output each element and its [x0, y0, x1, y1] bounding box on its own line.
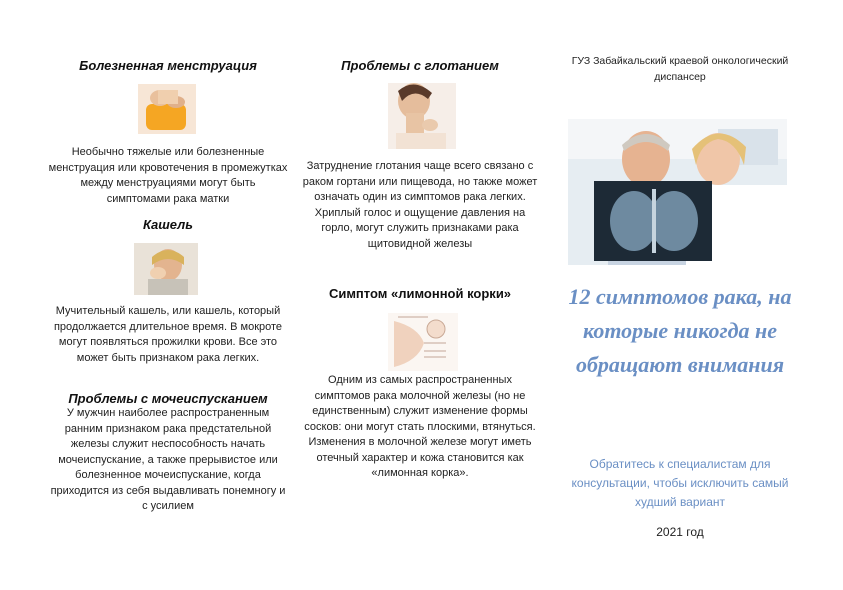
heading-lemon-peel: Симптом «лимонной корки» — [328, 286, 512, 301]
brochure-title: 12 симптомов рака, на которые никогда не обращают внимания — [568, 284, 792, 377]
column-left — [48, 0, 288, 590]
brochure-subtitle: Обратитесь к специалистам для консультации, чтобы исключить самый худший вариант — [571, 457, 789, 509]
heading-urination: Проблемы с мочеиспусканием — [68, 391, 268, 406]
organization-name: ГУЗ Забайкальский краевой онкологический диспансер — [571, 55, 789, 83]
heading-cough: Кашель — [143, 217, 193, 232]
year-label: 2021 год — [656, 525, 704, 539]
heading-painful-menstruation: Болезненная менструация — [79, 58, 257, 73]
column-right — [560, 0, 800, 590]
photo-swallowing — [388, 83, 456, 149]
photo-menstruation — [138, 84, 196, 134]
photo-cough — [134, 243, 198, 295]
heading-swallowing: Проблемы с глотанием — [341, 58, 499, 73]
text-painful-menstruation: Необычно тяжелые или болезненные менструация или кровотечения в промежутках между менструациями могут быть симптомами рака матки — [48, 146, 288, 205]
text-swallowing: Затруднение глотания чаще всего связано с раком гортани или пищевода, но также может означать один из симптомов рака легких. Хриплый голос и ощущение давления на горло, могут служить признаками рака щитовидной железы — [302, 160, 538, 250]
column-middle — [300, 0, 540, 590]
photo-doctors-xray — [568, 119, 787, 265]
photo-lemon-peel-diagram — [388, 313, 458, 371]
text-cough: Мучительный кашель, или кашель, который продолжается длительное время. В мокроте могут появляться прожилки крови. Все это может быть признаком рака легких. — [53, 305, 283, 364]
text-urination: У мужчин наиболее распространенным ранним признаком рака предстательной железы служит неспособность начать мочеиспускание, а также прерывистое или болезненное мочеиспускание, когда приходится из себя выдавливать понемногу и с усилием — [50, 407, 286, 512]
text-lemon-peel: Одним из самых распространенных симптомов рака молочной железы (но не единственным) служит изменение формы сосков: они могут стать плоскими, втянуться. Изменения в молочной железе могут иметь отечный характер и кожа становится как «лимонная корка». — [304, 374, 536, 479]
